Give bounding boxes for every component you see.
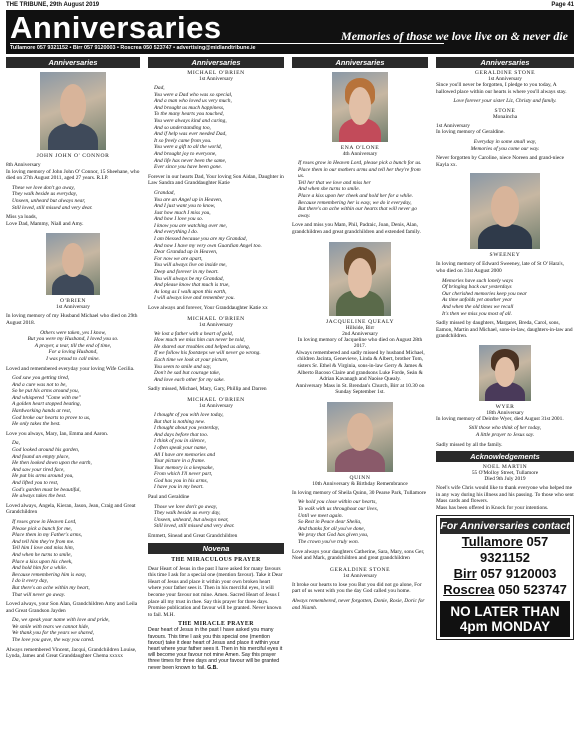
notice-sub: 1st Anniversary [343, 572, 377, 579]
notice-heading: 8th Anniversary [6, 162, 41, 168]
notice-text: Always remembered and sadly missed by husband Michael, children Jacinta, Genevieve, Linda & Albert, brother Tom, sisters Sr. Ethel & Virginia, sons-in-law Gerry & James & Alberto Bacoso Claire and grandsons Luke Forde, Seán & Adrian Kavanagh and Naoise Quealy. [295, 349, 425, 383]
notice-poem: We hold you close within our hearts, To walk with us throughout our lives, Until we meet again. So Rest in Peace dear Sheila, And thanks for all you've done, We pray that God has given you, The crown you've truly won. [298, 499, 379, 546]
notice-died: Died 9th July 2019 [484, 476, 526, 483]
notice-sign: Emmett, Sinead and Great Grandchildren [148, 533, 238, 540]
notice-sub: 10th Anniversary & Birthday Remembrance [312, 480, 408, 487]
notice-sign: Sadly missed, Michael, Mary, Gary, Phillip and Darren [148, 386, 267, 393]
paper-date: THE TRIBUNE, 29th August 2019 [6, 2, 100, 8]
photo-deirdre-wyer [479, 345, 531, 401]
notice-text: In loving memory of my Husband Michael who died on 29th August 2018. [6, 313, 138, 326]
notice-name: MICHAEL O'BRIEN [187, 70, 245, 76]
notice-poem: Those we love don't go away, They walk beside us every day, Unseen, unheard, but always near, Still loved, still missed and very dear. [154, 503, 235, 530]
column-2 [148, 57, 284, 729]
notice-name: ENA O'LONE [340, 145, 380, 151]
notice-text: It broke our hearts to lose you But you did not go alone, For part of us went with you the day God called you home. [292, 581, 422, 595]
notice-sign: Love always and forever, Your Granddaughter Katie xx [148, 305, 268, 311]
notice-name: SWEENEY [489, 252, 521, 259]
notice-sign: Never forgotten by Caroline, niece Noreen and grand-niece Kayla xx. [436, 155, 565, 168]
notice-sign: Sadly missed by all the family. [436, 441, 503, 448]
novena-title-2: THE MIRACLE PRAYER [178, 621, 254, 628]
photo-michael-obrien [46, 233, 100, 295]
notice-name: O'BRIEN [59, 298, 87, 305]
notice-text: In loving memory of Geraldine. [436, 129, 505, 136]
notice-poem: If roses grow in Heaven Lord, please pick a bunch for us. Place them in our mothers arms and tell her they're from us. Tell her that we love and miss her And when she turns to smile. Place a kiss upon her cheek and hold her for a while. Because remembering her is easy, we do it everyday, But there's an ache within our hearts that will never go away. [298, 160, 422, 219]
notice-poem: Others were taken, yes I know, But you were my Husband, I loved you so. A prayer, a tear, till the end of time, For a loving Husband, I was proud to call mine. [27, 329, 119, 362]
notice-name: STONE [494, 107, 516, 114]
photo-sheila-quinn [327, 402, 393, 472]
column-1 [6, 57, 140, 729]
page-number: Page 41 [551, 2, 574, 8]
top-line [6, 2, 574, 10]
column-header: Anniversaries [6, 57, 140, 68]
notice-sub: 1st Anniversary [56, 304, 90, 311]
photo-ena-olone [332, 72, 388, 142]
notice-name: MICHAEL O'BRIEN [187, 396, 245, 403]
notice-name: MICHAEL O'BRIEN [187, 315, 245, 322]
column-header: Anniversaries [292, 57, 428, 68]
notice-sub: 1st Anniversary [199, 76, 233, 82]
notice-text: Since you'll never be forgotten, I pledge to you today, A hallowed place within our hearts is where you'll always stay. [436, 82, 567, 95]
notice-sign: Sadly missed by daughters, Margaret, Breda, Carol, sons, Eamon, Martin and Michael, sons-in-law, daughters-in-law and grandchildren. [436, 320, 573, 340]
notice-sign: Always remembered, never forgotten, Donie, Rosie, Doric for and Niamh. [292, 598, 425, 611]
advert-title: For Anniversaries contact [440, 519, 570, 532]
column-header: Anniversaries [148, 57, 284, 68]
contact-line: Tullamore 057 9321152 • Birr 057 9120003 • Roscrea 050 523747 • advertising@midlandtribune.ie [10, 45, 256, 51]
photo-edward-sweeney [470, 173, 540, 249]
notice-sign: Miss ya loads, [6, 214, 37, 221]
notice-poem: Everyday in some small way, Memories of you come our way. [470, 138, 540, 152]
notice-text: Noel's wife Chris would like to thank everyone who helped me in any way during his illness and his passing. To those who sent Mass cards and flowers. [436, 485, 574, 505]
column-header: Anniversaries [436, 57, 574, 68]
notice-sign: Loved always, Angela, Kieran, Jason, Jean, Craig and Great Grandchildren [6, 502, 136, 516]
notice-address: Monaincha [492, 113, 518, 120]
novena-text-2: Dear heart of Jesus in the past I have asked you many favours. This time I ask you this special one (mention favour) take it dear heart of Jesus and place it within your heart where your father sees it. Then in his merciful eyes it will become your favour not mine Amen. Say this prayer three times for three days and your favour will be granted never been known to fail. G.B. [148, 627, 283, 671]
notice-sub: 1st Anniversary [488, 76, 522, 82]
notice-sign: Loved always, your Son Alan, Grandchildren Amy and Leila and Great Grandson Jayden [6, 601, 138, 614]
photo-jacqueline-quealy [329, 242, 391, 316]
photo-john-oconnor [40, 72, 106, 150]
notice-sub: 1st Anniversary [199, 321, 233, 328]
acknowledgements-header: Acknowledgements [436, 451, 574, 462]
notice-sign: Love Dad, Mammy, Niall and Amy. [6, 220, 84, 227]
notice-poem: Memories have such lonely ways Of bringing back our yesterdays Our cherished memories keep you near As time unfolds yet another year And when the old times we recall It's then we miss you most of all. [442, 277, 527, 317]
advert-line: Roscrea 050 523747 [443, 581, 567, 597]
notice-name: QUINN [349, 474, 371, 481]
notice-sign: Love forever your sister Liz, Christy and family. [453, 98, 557, 105]
notice-address: 55 O'Molloy Street, Tullamore [471, 470, 539, 477]
contact-advert [436, 515, 574, 640]
notice-sign: Love you always, Mary, Ian, Emma and Aaron. [6, 430, 109, 437]
notice-name: WYER [495, 403, 515, 410]
advert-line: Birr 057 9120003 [453, 565, 557, 581]
notice-sign: Paul and Geraldine [148, 494, 190, 501]
notice-poem: I thought of you with love today, But that is nothing new. I thought about you yesterday, And days before that too. I think of you in silence, I often speak your name, All I have are memories and Your picture in a frame. Your memory is a keepsake, From which I'll never part, God has you in his arms, I have you in my heart. [154, 411, 224, 491]
notice-poem: If roses grow in Heaven Lord, Please pick a bunch for me, Place them in my Father's arms, And tell him they're from me. Tell him I love and miss him, And when he turns to smile, Place a kiss upon his cheek, And hold him for a while. Because remembering him is easy, I do it every day, But there's an ache within my heart, That will never go away. [12, 518, 90, 598]
column-4 [436, 57, 574, 729]
notice-sign: Forever in our hearts Dad, Your loving Son Aidan, Daughter in Law Sandra and Granddaughter Katie [148, 173, 284, 187]
tagline: Memories of those we love live on & never die [341, 29, 568, 43]
notice-sub: 18th Anniversary [486, 409, 524, 416]
notice-sign: Love and miss you Mam, Phil, Padraic, Joan, Denis, Alan, grandchildren and great grandchildren and extended family. [292, 222, 421, 235]
notice-poem: Grandad, You are an Angel up in Heaven, And I just want you to know, Just how much I miss you, And how I love you so. I know you are watching over me, And everything I do. I am blessed because you are my Grandad, And now I have my very own Guardian Angel too. Dear Grandad up in Heaven, For now we are apart, You will always live on inside me, Deep and forever in my heart. You will always be my Grandad, And please know that much is true, As long as I walk upon this earth, I will always love and remember you. [154, 189, 262, 302]
advert-deadline: NO LATER THAN 4pm MONDAY [440, 601, 570, 637]
novena-title: THE MIRACULOUS PRAYER [171, 556, 261, 563]
notice-sub: 1st Anniversary [199, 402, 233, 409]
notice-sign: Always remembered Vincent, Jacqui, Grandchildren Louise, Lynda, James and Great Granddaughter Chema xxxxx [6, 646, 137, 660]
notice-text: In loving memory of Deirdre Wyer, died August 31st 2001. [436, 415, 564, 422]
notice-text: Anniversary Mass in St. Brendan's Church, Birr at 10.30 on Sunday September 1st. [295, 382, 425, 396]
novena-header: Novena [148, 543, 284, 554]
notice-text: In loving memory of Jacqueline who died on August 28th 2017. [297, 336, 423, 350]
notice-address: Hillside, Birr [345, 324, 375, 331]
masthead [6, 10, 574, 54]
notice-sub: 2nd Anniversary [342, 330, 378, 337]
notice-poem: These we love don't go away, They walk beside us everyday, Unseen, unheard but always near, Still loved, still missed and very dear. [12, 184, 93, 211]
notice-name: GERALDINE STONE [329, 566, 391, 573]
notice-sub: 1st Anniversary [436, 122, 470, 129]
column-3 [292, 57, 428, 729]
notice-text: In loving memory of John John O' Connor, 15 Sheehane, who died on 27th August 2011, aged 27 years. R.I.P. [6, 168, 140, 182]
notice-poem: Dad, You were a Dad who was so special, And a man who loved us very much, And brought us much happiness, To the many hearts you touched, You were always kind and caring, And so understanding too, And if help was ever needed Dad, It so freely came from you. You were a gift to all the world, And brought joy to everyone, And life has never been the same, Ever since you have been gone. [154, 85, 233, 171]
notice-poem: We lost a father with a heart of gold, How much we miss him can never be told, He shared our troubles and helped us along, If we follow his footsteps we will never go wrong. Each time we look at your picture, You seem to smile and say, Don't be sad but courage take, And love each other for my sake. [154, 330, 261, 383]
notice-poem: Still those who think of her today, A little prayer to Jesus say. [468, 425, 542, 439]
notice-name: JOHN JOHN O' CONNOR [36, 153, 110, 159]
notice-sign: Loved and remembered everyday your loving Wife Cecilia. [6, 365, 135, 372]
notice-name: JACQUELINE QUEALY [325, 318, 395, 325]
novena-text: Dear Heart of Jesus in the past I have asked for many favours this time I ask for a special one (mention favour). Take it Dear Heart of Jesus and place it within your own broken heart where your father sees it. Then in his merciful eyes, it will become your favour not mine. Amen. Sacred Heart of Jesus I place all my trust in thee. Say this prayer for three days. Promise publication and favour will be granted. Never known to fail. M.H. [148, 565, 283, 618]
notice-poem: Da, we speak your name with love and pride, We smile with tears we cannot hide, We thank you for the years we shared, The love you gave, the way you cared. [12, 617, 110, 644]
notice-text: In loving memory of Edward Sweeney, late of St O' Hara's, who died on 31st August 2000 [436, 261, 564, 274]
section-title: Anniversaries [10, 10, 222, 45]
notice-text: Mass has been offered in Knock for your intentions. [436, 505, 549, 512]
notice-sub: 4th Anniversary [342, 151, 378, 157]
notice-poem: God saw you getting tired, And a cure was not to be, So he put his arms around you, And whispered "Come with me" A golden heart stopped beating, Hardworking hands at rest, God broke our hearts to prove to us, He only takes the best. [12, 375, 91, 428]
notice-sign: Love always your daughters Catherine, Sara, Mary, sons Ger, Noel and Mark, grandchildren and great grandchildren [292, 548, 425, 562]
notice-text: In loving memory of Sheila Quinn, 30 Pearse Park, Tullamore [292, 489, 427, 496]
notice-name: NOEL MARTIN [482, 464, 528, 471]
advert-line: Tullamore 057 9321152 [461, 533, 549, 565]
notice-poem: Da, God looked around his garden, And found an empty place, He then looked down upon the earth, And saw your tired face, He put his arms around you, And lifted you to rest, God's garden must be beautiful, He always takes the best. [12, 440, 92, 500]
notice-name: GERALDINE STONE [474, 70, 536, 76]
